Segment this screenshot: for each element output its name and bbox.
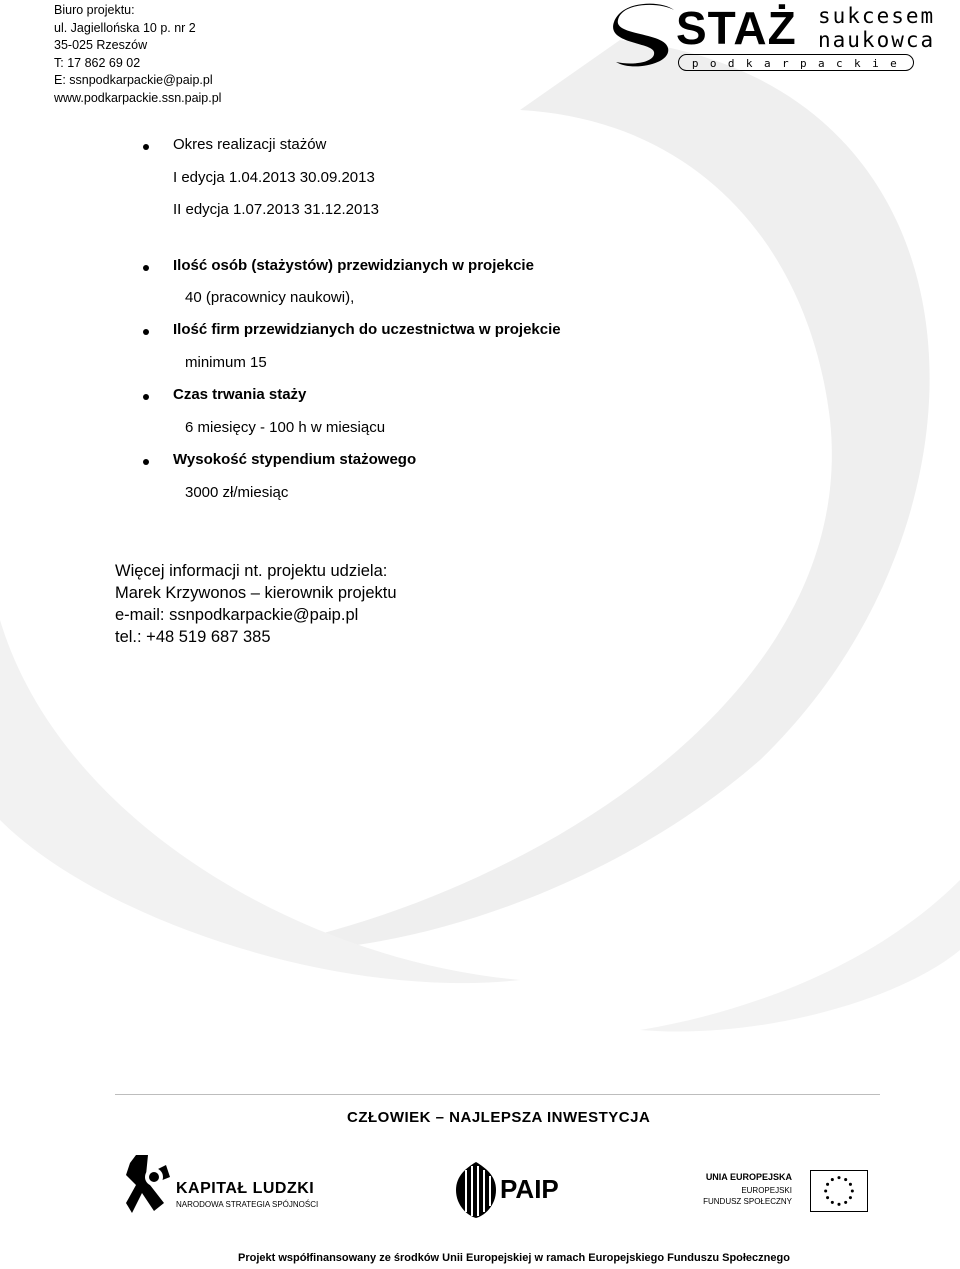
bullet-dot-icon	[143, 265, 149, 271]
eu-fund-line2: FUNDUSZ SPOŁECZNY	[703, 1197, 792, 1206]
contact-phone: tel.: +48 519 687 385	[115, 628, 271, 646]
contact-intro: Więcej informacji nt. projektu udziela:	[115, 562, 388, 580]
contact-person: Marek Krzywonos – kierownik projektu	[115, 584, 397, 602]
logo-sukcesem-text: sukcesem	[818, 4, 936, 28]
contact-block	[115, 560, 397, 648]
detail-companies: minimum 15	[185, 354, 267, 371]
eu-flag-icon	[810, 1170, 868, 1212]
eu-title: UNIA EUROPEJSKA	[705, 1172, 792, 1182]
address-line: 35-025 Rzeszów	[54, 38, 148, 52]
address-line: Biuro projektu:	[54, 3, 135, 17]
contact-email: e-mail: ssnpodkarpackie@paip.pl	[115, 606, 359, 624]
bullet-dot-icon	[143, 459, 149, 465]
bullet-dot-icon	[143, 144, 149, 150]
bullet-text: Ilość firm przewidzianych do uczestnictwa w projekcie	[173, 321, 561, 338]
paip-logo	[456, 1160, 566, 1220]
paip-shield-icon	[456, 1162, 496, 1218]
kapital-ludzki-subtitle: NARODOWA STRATEGIA SPÓJNOŚCI	[176, 1200, 319, 1209]
logo-naukowca-text: naukowca	[818, 28, 936, 52]
kapital-ludzki-title: KAPITAŁ LUDZKI	[176, 1180, 315, 1197]
detail-stipend: 3000 zł/miesiąc	[185, 484, 289, 501]
detail-interns: 40 (pracownicy naukowi),	[185, 289, 355, 306]
kapital-ludzki-star-icon	[126, 1155, 174, 1217]
project-office-address	[54, 2, 221, 107]
eu-logo	[704, 1170, 874, 1215]
bullet-text: Okres realizacji stażów	[173, 136, 327, 153]
bullet-text: Ilość osób (stażystów) przewidzianych w projekcie	[173, 257, 534, 274]
eu-fund-line1: EUROPEJSKI	[741, 1186, 792, 1195]
footer-divider	[115, 1094, 880, 1095]
detail-duration: 6 miesięcy - 100 h w miesiącu	[185, 419, 386, 436]
staz-logo	[612, 2, 936, 74]
bullet-interns-count	[148, 257, 534, 274]
bullet-stipend	[148, 451, 416, 468]
footer-slogan: CZŁOWIEK – NAJLEPSZA INWESTYCJA	[347, 1109, 651, 1126]
bullet-text: Czas trwania staży	[173, 386, 307, 403]
address-line: E: ssnpodkarpackie@paip.pl	[54, 73, 213, 87]
detail-edition-1: I edycja 1.04.2013 30.09.2013	[173, 169, 375, 186]
cofinancing-note: Projekt współfinansowany ze środków Unii Europejskiej w ramach Europejskiego Funduszu Społecznego	[238, 1252, 790, 1264]
paip-text: PAIP	[500, 1174, 559, 1204]
logo-staz-text: STAŻ	[676, 2, 797, 54]
address-line: www.podkarpackie.ssn.paip.pl	[54, 90, 222, 105]
bullet-dot-icon	[143, 329, 149, 335]
bullet-dot-icon	[143, 394, 149, 400]
kapital-ludzki-logo	[126, 1155, 331, 1220]
bullet-text: Wysokość stypendium stażowego	[173, 451, 417, 468]
bullet-duration	[148, 386, 306, 403]
address-line: T: 17 862 69 02	[54, 55, 141, 70]
logo-podkarpackie-band: podkarpackie	[678, 54, 914, 71]
bullet-companies-count	[148, 321, 561, 338]
bullet-period	[148, 136, 326, 153]
s-swoosh-logo-icon	[612, 2, 686, 74]
detail-edition-2: II edycja 1.07.2013 31.12.2013	[173, 201, 380, 218]
address-line: ul. Jagiellońska 10 p. nr 2	[54, 20, 196, 35]
